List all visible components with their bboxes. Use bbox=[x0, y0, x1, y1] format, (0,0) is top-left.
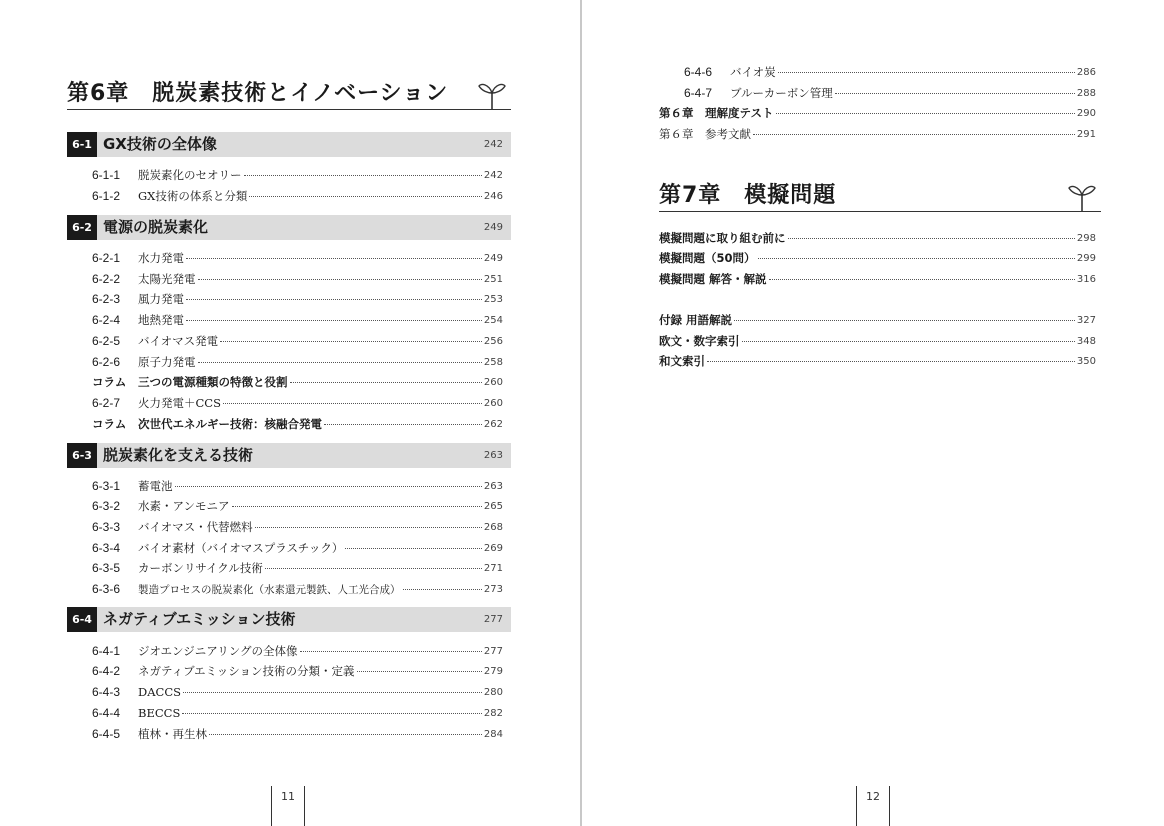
entry-number: 6-4-6 bbox=[684, 65, 713, 79]
toc-entry[interactable] bbox=[92, 642, 503, 660]
section-page: 263 bbox=[483, 450, 503, 461]
entry-number: 6-3-2 bbox=[92, 499, 121, 513]
toc-entry[interactable] bbox=[92, 662, 503, 680]
dot-leader bbox=[357, 671, 482, 672]
section-title: 脱炭素化を支える技術 bbox=[103, 446, 254, 464]
toc-entry[interactable] bbox=[659, 270, 1096, 288]
toc-entry[interactable] bbox=[92, 725, 503, 743]
toc-entry[interactable] bbox=[92, 166, 503, 184]
entry-page: 290 bbox=[1076, 107, 1096, 119]
entry-number: 6-4-4 bbox=[92, 706, 121, 720]
toc-entry[interactable] bbox=[92, 270, 503, 288]
dot-leader bbox=[186, 299, 482, 300]
toc-entry[interactable] bbox=[92, 539, 503, 557]
dot-leader bbox=[707, 361, 1075, 362]
toc-entry[interactable] bbox=[659, 249, 1096, 267]
chapter-6-heading bbox=[67, 70, 511, 110]
entry-title: 模擬問題に取り組む前に bbox=[659, 231, 786, 245]
entry-page: 327 bbox=[1076, 314, 1096, 326]
section-title: 電源の脱炭素化 bbox=[103, 218, 209, 236]
dot-leader bbox=[223, 403, 482, 404]
entry-title: 模擬問題（50問） bbox=[659, 251, 756, 265]
entry-page: 288 bbox=[1076, 87, 1096, 99]
entry-page: 263 bbox=[483, 480, 503, 492]
section-6-1-bar bbox=[67, 132, 511, 157]
chapter-7-heading bbox=[659, 172, 1101, 212]
entry-page: 350 bbox=[1076, 355, 1096, 367]
entry-title: 太陽光発電 bbox=[138, 272, 196, 286]
dot-leader bbox=[403, 589, 482, 590]
dot-leader bbox=[198, 279, 482, 280]
entry-page: 249 bbox=[483, 252, 503, 264]
entry-number: 6-2-2 bbox=[92, 272, 121, 286]
entry-page: 256 bbox=[483, 335, 503, 347]
entry-number: 6-1-1 bbox=[92, 168, 121, 182]
entry-page: 286 bbox=[1076, 66, 1096, 78]
entry-title: 火力発電＋CCS bbox=[138, 396, 221, 410]
entry-title: 水力発電 bbox=[138, 251, 184, 265]
section-title: GX技術の全体像 bbox=[103, 135, 217, 153]
entry-number: 6-2-7 bbox=[92, 396, 121, 410]
section-number: 6-2 bbox=[67, 215, 97, 240]
entry-number: 6-3-4 bbox=[92, 541, 121, 555]
entry-title: 風力発電 bbox=[138, 292, 184, 306]
entry-title: 付録 用語解説 bbox=[659, 313, 733, 327]
dot-leader bbox=[198, 362, 482, 363]
page-number: 11 bbox=[271, 786, 305, 826]
dot-leader bbox=[778, 72, 1075, 73]
entry-page: 246 bbox=[483, 190, 503, 202]
section-title: ネガティブエミッション技術 bbox=[103, 610, 296, 628]
entry-page: 253 bbox=[483, 293, 503, 305]
entry-title: 模擬問題 解答・解説 bbox=[659, 272, 767, 286]
section-number: 6-3 bbox=[67, 443, 97, 468]
entry-number: コラム bbox=[92, 375, 127, 389]
entry-number: コラム bbox=[92, 417, 127, 431]
entry-number: 6-1-2 bbox=[92, 189, 121, 203]
entry-page: 291 bbox=[1076, 128, 1096, 140]
entry-page: 279 bbox=[483, 665, 503, 677]
entry-title: 次世代エネルギー技術：核融合発電 bbox=[138, 417, 322, 431]
toc-entry[interactable] bbox=[684, 63, 1096, 81]
entry-number: 6-3-5 bbox=[92, 561, 121, 575]
toc-entry-column[interactable] bbox=[92, 415, 503, 433]
toc-entry[interactable] bbox=[92, 683, 503, 701]
entry-page: 269 bbox=[483, 542, 503, 554]
entry-page: 299 bbox=[1076, 252, 1096, 264]
entry-title: 植林・再生林 bbox=[138, 727, 207, 741]
dot-leader bbox=[249, 196, 482, 197]
entry-number: 6-2-5 bbox=[92, 334, 121, 348]
dot-leader bbox=[255, 527, 482, 528]
toc-entry[interactable] bbox=[92, 477, 503, 495]
dot-leader bbox=[753, 134, 1075, 135]
chapter-title: 第6章 脱炭素技術とイノベーション bbox=[67, 81, 449, 106]
section-number: 6-1 bbox=[67, 132, 97, 157]
dot-leader bbox=[742, 341, 1075, 342]
right-page bbox=[582, 0, 1164, 826]
entry-number: 6-4-7 bbox=[684, 86, 713, 100]
entry-title: DACCS bbox=[138, 685, 182, 699]
entry-page: 242 bbox=[483, 169, 503, 181]
toc-entry[interactable] bbox=[659, 332, 1096, 350]
sprout-icon bbox=[1067, 180, 1097, 212]
entry-title: GX技術の体系と分類 bbox=[138, 189, 248, 203]
entry-page: 260 bbox=[483, 376, 503, 388]
dot-leader bbox=[183, 692, 482, 693]
section-number: 6-4 bbox=[67, 607, 97, 632]
entry-number: 6-3-6 bbox=[92, 582, 121, 596]
dot-leader bbox=[182, 713, 482, 714]
dot-leader bbox=[220, 341, 482, 342]
toc-entry[interactable] bbox=[92, 290, 503, 308]
dot-leader bbox=[324, 424, 482, 425]
toc-entry[interactable] bbox=[92, 332, 503, 350]
chapter-title: 第7章 模擬問題 bbox=[659, 183, 837, 208]
dot-leader bbox=[209, 734, 482, 735]
section-page: 249 bbox=[483, 222, 503, 233]
entry-page: 348 bbox=[1076, 335, 1096, 347]
entry-number: 6-3-1 bbox=[92, 479, 121, 493]
entry-title: バイオ素材（バイオマスプラスチック） bbox=[138, 541, 344, 555]
entry-title: 原子力発電 bbox=[138, 355, 196, 369]
entry-title: ブルーカーボン管理 bbox=[730, 86, 833, 100]
entry-page: 316 bbox=[1076, 273, 1096, 285]
entry-page: 251 bbox=[483, 273, 503, 285]
dot-leader bbox=[186, 258, 482, 259]
entry-page: 282 bbox=[483, 707, 503, 719]
section-page: 242 bbox=[483, 139, 503, 150]
toc-entry[interactable] bbox=[92, 497, 503, 515]
dot-leader bbox=[734, 320, 1075, 321]
toc-entry[interactable] bbox=[92, 394, 503, 412]
entry-title: BECCS bbox=[138, 706, 181, 720]
entry-title: バイオ炭 bbox=[730, 65, 776, 79]
entry-number: 6-3-3 bbox=[92, 520, 121, 534]
entry-page: 260 bbox=[483, 397, 503, 409]
entry-page: 284 bbox=[483, 728, 503, 740]
entry-title: 第６章 参考文献 bbox=[659, 127, 751, 141]
entry-number: 6-2-1 bbox=[92, 251, 121, 265]
entry-title: バイオマス・代替燃料 bbox=[138, 520, 253, 534]
entry-number: 6-4-2 bbox=[92, 664, 121, 678]
toc-entry-column[interactable] bbox=[92, 373, 503, 391]
entry-number: 6-2-3 bbox=[92, 292, 121, 306]
toc-entry[interactable] bbox=[92, 249, 503, 267]
toc-entry[interactable] bbox=[659, 125, 1096, 143]
entry-page: 273 bbox=[483, 583, 503, 595]
entry-page: 268 bbox=[483, 521, 503, 533]
entry-title: 水素・アンモニア bbox=[138, 499, 230, 513]
entry-page: 277 bbox=[483, 645, 503, 657]
entry-number: 6-2-6 bbox=[92, 355, 121, 369]
toc-entry[interactable] bbox=[92, 580, 503, 598]
toc-entry[interactable] bbox=[92, 518, 503, 536]
dot-leader bbox=[290, 382, 482, 383]
sprout-icon bbox=[477, 78, 507, 110]
entry-number: 6-4-5 bbox=[92, 727, 121, 741]
entry-page: 298 bbox=[1076, 232, 1096, 244]
entry-number: 6-4-3 bbox=[92, 685, 121, 699]
entry-title: ジオエンジニアリングの全体像 bbox=[138, 644, 298, 658]
entry-page: 262 bbox=[483, 418, 503, 430]
section-6-2-bar bbox=[67, 215, 511, 240]
toc-entry[interactable] bbox=[92, 559, 503, 577]
dot-leader bbox=[769, 279, 1075, 280]
section-6-3-bar bbox=[67, 443, 511, 468]
entry-title: 三つの電源種類の特徴と役割 bbox=[138, 375, 288, 389]
section-6-4-bar bbox=[67, 607, 511, 632]
dot-leader bbox=[788, 238, 1075, 239]
dot-leader bbox=[244, 175, 482, 176]
entry-page: 254 bbox=[483, 314, 503, 326]
page-number: 12 bbox=[856, 786, 890, 826]
dot-leader bbox=[345, 548, 482, 549]
entry-title: 製造プロセスの脱炭素化（水素還元製鉄、人工光合成） bbox=[138, 583, 401, 596]
entry-title: カーボンリサイクル技術 bbox=[138, 561, 263, 575]
dot-leader bbox=[265, 568, 482, 569]
entry-number: 6-2-4 bbox=[92, 313, 121, 327]
entry-page: 280 bbox=[483, 686, 503, 698]
toc-entry[interactable] bbox=[92, 704, 503, 722]
toc-entry[interactable] bbox=[92, 353, 503, 371]
dot-leader bbox=[232, 506, 482, 507]
dot-leader bbox=[835, 93, 1075, 94]
entry-page: 271 bbox=[483, 562, 503, 574]
entry-title: バイオマス発電 bbox=[138, 334, 219, 348]
entry-page: 265 bbox=[483, 500, 503, 512]
entry-title: 欧文・数字索引 bbox=[659, 334, 740, 348]
toc-entry[interactable] bbox=[92, 187, 503, 205]
section-page: 277 bbox=[483, 614, 503, 625]
entry-page: 258 bbox=[483, 356, 503, 368]
entry-title: 蓄電池 bbox=[138, 479, 173, 493]
dot-leader bbox=[776, 113, 1075, 114]
toc-entry[interactable] bbox=[659, 352, 1096, 370]
dot-leader bbox=[186, 320, 482, 321]
entry-title: 地熱発電 bbox=[138, 313, 184, 327]
dot-leader bbox=[758, 258, 1075, 259]
toc-entry[interactable] bbox=[659, 229, 1096, 247]
entry-title: 和文索引 bbox=[659, 354, 705, 368]
entry-title: 第６章 理解度テスト bbox=[659, 106, 774, 120]
dot-leader bbox=[300, 651, 482, 652]
toc-entry[interactable] bbox=[684, 84, 1096, 102]
toc-entry[interactable] bbox=[659, 104, 1096, 122]
entry-number: 6-4-1 bbox=[92, 644, 121, 658]
entry-title: ネガティブエミッション技術の分類・定義 bbox=[138, 664, 355, 678]
dot-leader bbox=[175, 486, 482, 487]
toc-entry[interactable] bbox=[659, 311, 1096, 329]
entry-title: 脱炭素化のセオリー bbox=[138, 168, 242, 182]
left-page bbox=[0, 0, 580, 826]
toc-entry[interactable] bbox=[92, 311, 503, 329]
